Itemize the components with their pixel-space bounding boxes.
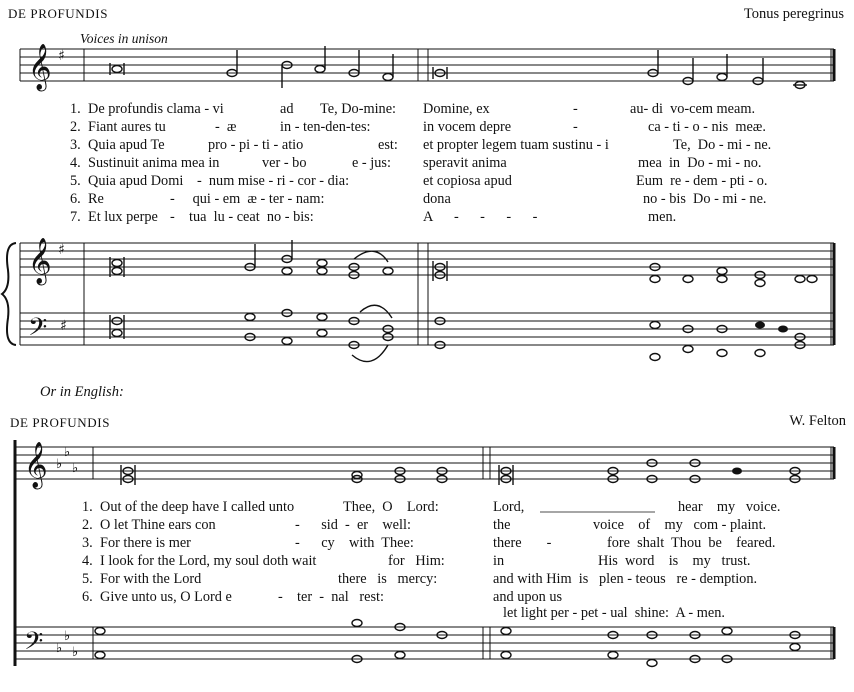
verse-number: 3.: [82, 535, 93, 551]
verse-text-b: there is mercy:: [338, 571, 438, 587]
verse-text-a: Fiant aures tu: [88, 119, 166, 135]
svg-text:♯: ♯: [58, 242, 65, 258]
verse-text-f: au- di vo-cem meam.: [630, 101, 756, 117]
verse-text-b: Thee, O Lord:: [343, 499, 439, 515]
staff-treble-accomp: [20, 243, 834, 275]
verse-text-d: dona: [423, 191, 451, 207]
verse-text-a: I look for the Lord, my soul doth wait: [100, 553, 317, 569]
verse-number: 2.: [82, 517, 93, 533]
verse-number: 1.: [82, 499, 93, 515]
verse-text-a: Give unto us, O Lord e: [100, 589, 232, 605]
chant1-title: DE PROFUNDIS: [8, 6, 109, 21]
verse-text-a: Quia apud Te: [88, 137, 165, 153]
bass-clef-icon: 𝄢: [28, 313, 48, 348]
bass-clef-icon: 𝄢: [24, 627, 44, 662]
verse-text-b: for Him:: [388, 553, 445, 569]
verse-text-b: - tua lu - ceat no - bis:: [170, 209, 314, 225]
verse-text-a: Quia apud Domi: [88, 173, 184, 189]
verse-number: 6.: [70, 191, 81, 207]
verse-text-b: - ter - nal rest:: [278, 589, 384, 605]
verse-number: 3.: [70, 137, 81, 153]
verse-text-b: pro - pi - ti - atio: [208, 137, 304, 153]
verse-text-f: His word is my trust.: [598, 553, 751, 569]
chant1-direction: Voices in unison: [80, 31, 168, 46]
verse-number: 4.: [70, 155, 81, 171]
verse-text-d: et copiosa apud: [423, 173, 512, 189]
svg-text:♭: ♭: [56, 457, 63, 472]
verse-text-d: in: [493, 553, 505, 569]
verse-text-d: Lord,: [493, 499, 525, 515]
verse-text-c: in - ten-den-tes:: [280, 119, 371, 135]
verse-text-b: - num mise - ri - cor - dia:: [197, 173, 350, 189]
staff-treble-english: [15, 447, 834, 479]
verse-text-a: Et lux perpe: [88, 209, 158, 225]
verse-text-d: there -: [493, 535, 552, 551]
svg-text:♭: ♭: [56, 641, 63, 656]
chant2-title: DE PROFUNDIS: [10, 415, 111, 430]
verse-text-e: -: [573, 101, 578, 117]
verse-number: 1.: [70, 101, 81, 117]
verse-text-a: Out of the deep have I called unto: [100, 499, 295, 515]
verse-text-d: in vocem depre: [423, 119, 512, 135]
verse-text-f: fore shalt Thou be feared.: [607, 535, 776, 551]
verse-text-a: O let Thine ears con: [100, 517, 216, 533]
verse-text-f: men.: [648, 209, 677, 225]
verse-number: 5.: [70, 173, 81, 189]
verse-number: 5.: [82, 571, 93, 587]
verse-text-f: voice of my com - plaint.: [593, 517, 767, 533]
treble-clef-icon: 𝄞: [28, 238, 52, 284]
staff-bass-accomp: [20, 313, 834, 345]
verse-text-a: Re: [88, 191, 104, 207]
verse-text-d: the: [493, 517, 511, 533]
verse-text-d: Domine, ex: [423, 101, 490, 117]
verse-text-d: let light per - pet - ual shine: A - men.: [503, 605, 725, 621]
chant1-tone: Tonus peregrinus: [743, 6, 844, 22]
verse-text-a: For there is mer: [100, 535, 191, 551]
verse-text-e: -: [573, 119, 578, 135]
treble-clef-icon: 𝄞: [24, 442, 48, 488]
verse-text-f: mea in Do - mi - no.: [638, 155, 762, 171]
verse-text-b: - cy with Thee:: [295, 535, 414, 551]
svg-text:♭: ♭: [72, 645, 79, 660]
chant2-composer: W. Felton: [789, 413, 846, 429]
verse-text-f: ca - ti - o - nis meæ.: [648, 119, 766, 135]
transition-note: Or in English:: [40, 384, 124, 400]
verse-number: 4.: [82, 553, 93, 569]
svg-text:♭: ♭: [64, 629, 71, 644]
verse-text-f: Te, Do - mi - ne.: [673, 137, 772, 153]
svg-text:♭: ♭: [72, 461, 79, 476]
verse-text-f: hear my voice.: [678, 499, 781, 515]
verse-text-b: ver - bo: [262, 155, 307, 171]
verse-text-c: est:: [378, 137, 398, 153]
svg-text:♯: ♯: [58, 48, 65, 64]
staff-bass-english: [15, 627, 834, 659]
verse-text-a: Sustinuit anima mea in: [88, 155, 220, 171]
staff-unison: [20, 49, 834, 81]
verse-text-d: speravit anima: [423, 155, 507, 171]
treble-clef-icon: 𝄞: [28, 44, 52, 90]
verse-text-c: Te, Do-mine:: [320, 101, 397, 117]
verse-text-a: For with the Lord: [100, 571, 202, 587]
verse-number: 6.: [82, 589, 93, 605]
verse-text-d: A - - - -: [423, 209, 538, 225]
verse-text-b: - æ: [215, 119, 237, 135]
verse-text-f: Eum re - dem - pti - o.: [636, 173, 768, 189]
verse-text-b: - qui - em æ - ter - nam:: [170, 191, 325, 207]
verse-text-d: and upon us: [493, 589, 563, 605]
verse-text-a: De profundis clama - vi: [88, 101, 224, 117]
verse-number: 2.: [70, 119, 81, 135]
verse-text-b: - sid - er well:: [295, 517, 411, 533]
verse-text-d: et propter legem tuam sustinu - i: [423, 137, 609, 153]
verse-text-d: and with Him is plen - teous re - demption.: [493, 571, 758, 587]
verse-text-b: ad: [280, 101, 294, 117]
verse-text-f: no - bis Do - mi - ne.: [643, 191, 767, 207]
verse-text-c: e - jus:: [352, 155, 391, 171]
svg-text:♭: ♭: [64, 445, 71, 460]
svg-text:♯: ♯: [60, 318, 67, 334]
verse-number: 7.: [70, 209, 81, 225]
